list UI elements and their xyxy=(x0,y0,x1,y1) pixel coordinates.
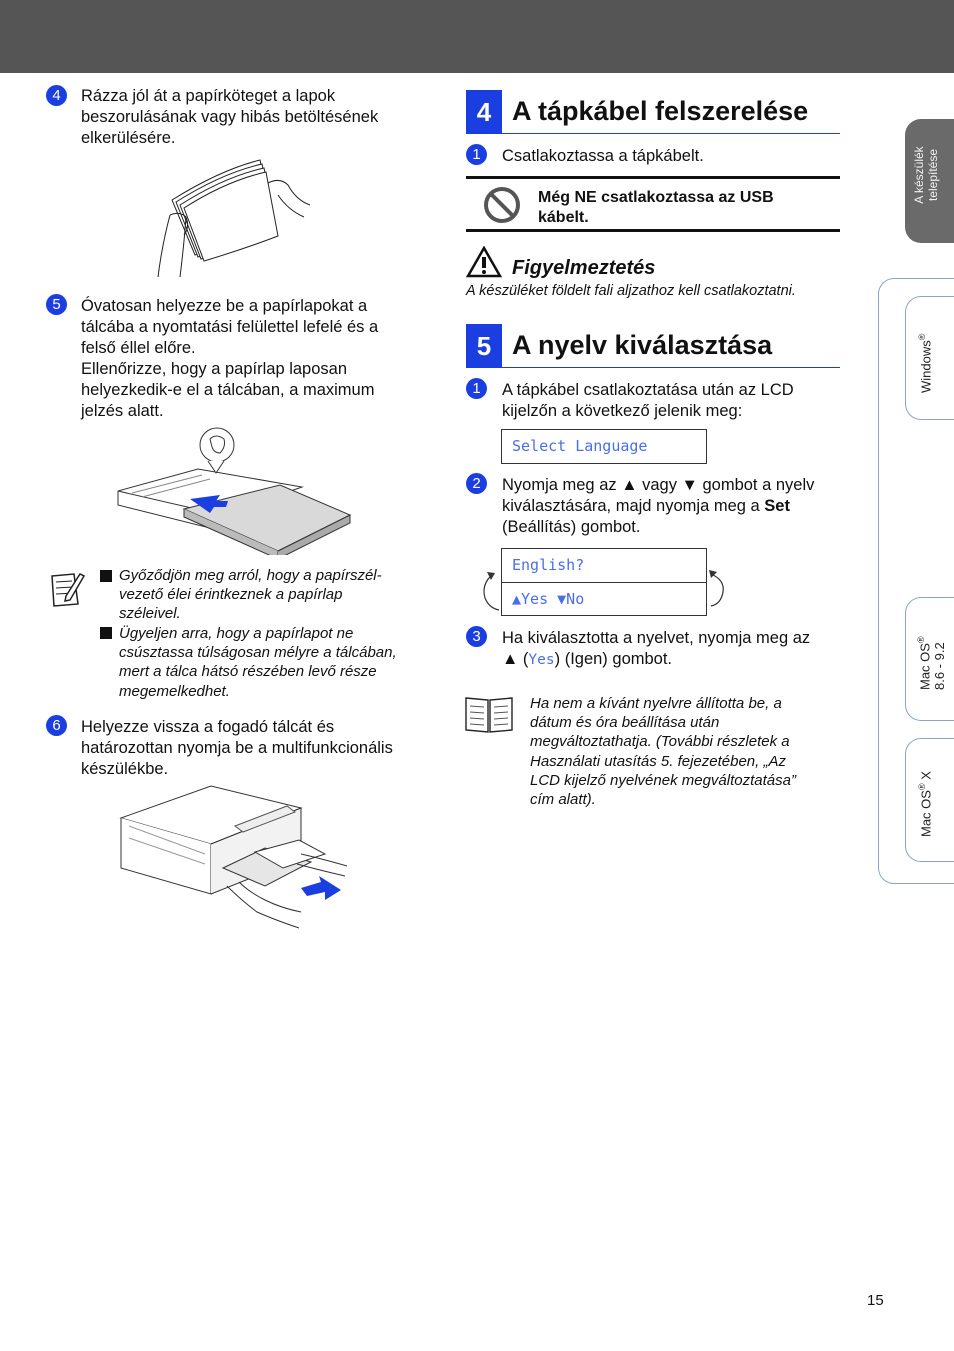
sec5-step-1-badge: 1 xyxy=(466,378,487,399)
usb-warning-box xyxy=(466,176,840,232)
sec5-step-2-badge: 2 xyxy=(466,473,487,494)
lcd-select-language: Select Language xyxy=(501,429,707,464)
printer-tray-illustration xyxy=(115,782,355,932)
step-6-text: Helyezze vissza a fogadó tálcát és határozottan nyomja be a multifunkcionális készülékbe. xyxy=(81,718,393,778)
sec5-step-1-text: A tápkábel csatlakoztatása után az LCD kijelzőn a következő jelenik meg: xyxy=(502,381,794,420)
step-6-badge: 6 xyxy=(46,715,67,736)
step-4-badge: 4 xyxy=(46,85,67,106)
warning-triangle-icon xyxy=(466,246,502,278)
manual-book-icon xyxy=(464,694,514,734)
sec4-step-1-badge: 1 xyxy=(466,144,487,165)
section-5-number: 5 xyxy=(466,324,502,368)
page-number: 15 xyxy=(867,1292,884,1309)
sec5-step-3-badge: 3 xyxy=(466,626,487,647)
step-5-badge: 5 xyxy=(46,294,67,315)
section-4-title: A tápkábel felszerelése xyxy=(512,96,809,126)
side-tab-device-setup[interactable]: A készülék telepítése xyxy=(905,119,954,243)
section-5-title: A nyelv kiválasztása xyxy=(512,330,773,360)
usb-warning-text: Még NE csatlakoztassa az USB kábelt. xyxy=(538,189,774,226)
fan-paper-illustration xyxy=(150,155,320,280)
caution-text: A készüléket földelt fali aljzathoz kell csatlakoztatni. xyxy=(466,283,796,299)
manual-reference-note: Ha nem a kívánt nyelvre állította be, a dátum és óra beállítása után megváltoztathatja. (További részletek a Használati utasítás 5. fejezetében, „Az LCD kijelző nyelvének megváltoztatása” cím alatt). xyxy=(530,695,796,809)
prohibited-icon xyxy=(483,186,521,224)
side-tab-mac-os-9[interactable]: Mac OS® 8.6 - 9.2 xyxy=(905,597,954,721)
note-bullet xyxy=(100,627,112,639)
note-item-2: Ügyeljen arra, hogy a papírlapot ne csúsztassa túlságosan mélyre a tálcában, mert a tálca hátsó részében levő része megemelkedhet. xyxy=(119,625,397,700)
sec4-step-1-text: Csatlakoztassa a tápkábelt. xyxy=(502,147,704,165)
note-pencil-icon xyxy=(46,570,86,610)
scroll-right-arrow-icon xyxy=(707,566,729,612)
note-item-1: Győződjön meg arról, hogy a papírszél- vezető élei érintkeznek a papírlap széleivel. xyxy=(119,567,382,623)
scroll-left-arrow-icon xyxy=(479,570,501,616)
section-4-header xyxy=(466,90,840,134)
paper-tray-illustration xyxy=(112,425,357,555)
lcd-english-prompt: English? ▲Yes ▼No xyxy=(501,548,707,616)
side-tab-mac-os-x[interactable]: Mac OS® X xyxy=(905,738,954,862)
section-5-header xyxy=(466,324,840,368)
side-tab-windows[interactable]: Windows® xyxy=(905,296,954,420)
section-4-number: 4 xyxy=(466,90,502,134)
top-header-bar xyxy=(0,0,954,73)
note-bullet xyxy=(100,570,112,582)
step-5-text: Óvatosan helyezze be a papírlapokat a tálcába a nyomtatási felülettel lefelé és a felső éllel előre. Ellenőrizze, hogy a papírlap laposan helyezkedik-e el a tálcában, a maximum jelzés alatt. xyxy=(81,297,379,420)
step-4-text: Rázza jól át a papírköteget a lapok beszorulásának vagy hibás betöltésének elkerülésére. xyxy=(81,87,379,147)
sec5-step-2-text: Nyomja meg az ▲ vagy ▼ gombot a nyelv kiválasztására, majd nyomja meg a Set (Beállítás) gombot. xyxy=(502,476,815,536)
sec5-step-3-text: Ha kiválasztotta a nyelvet, nyomja meg az ▲ (Yes) (Igen) gombot. xyxy=(502,629,811,668)
caution-title: Figyelmeztetés xyxy=(512,257,656,279)
